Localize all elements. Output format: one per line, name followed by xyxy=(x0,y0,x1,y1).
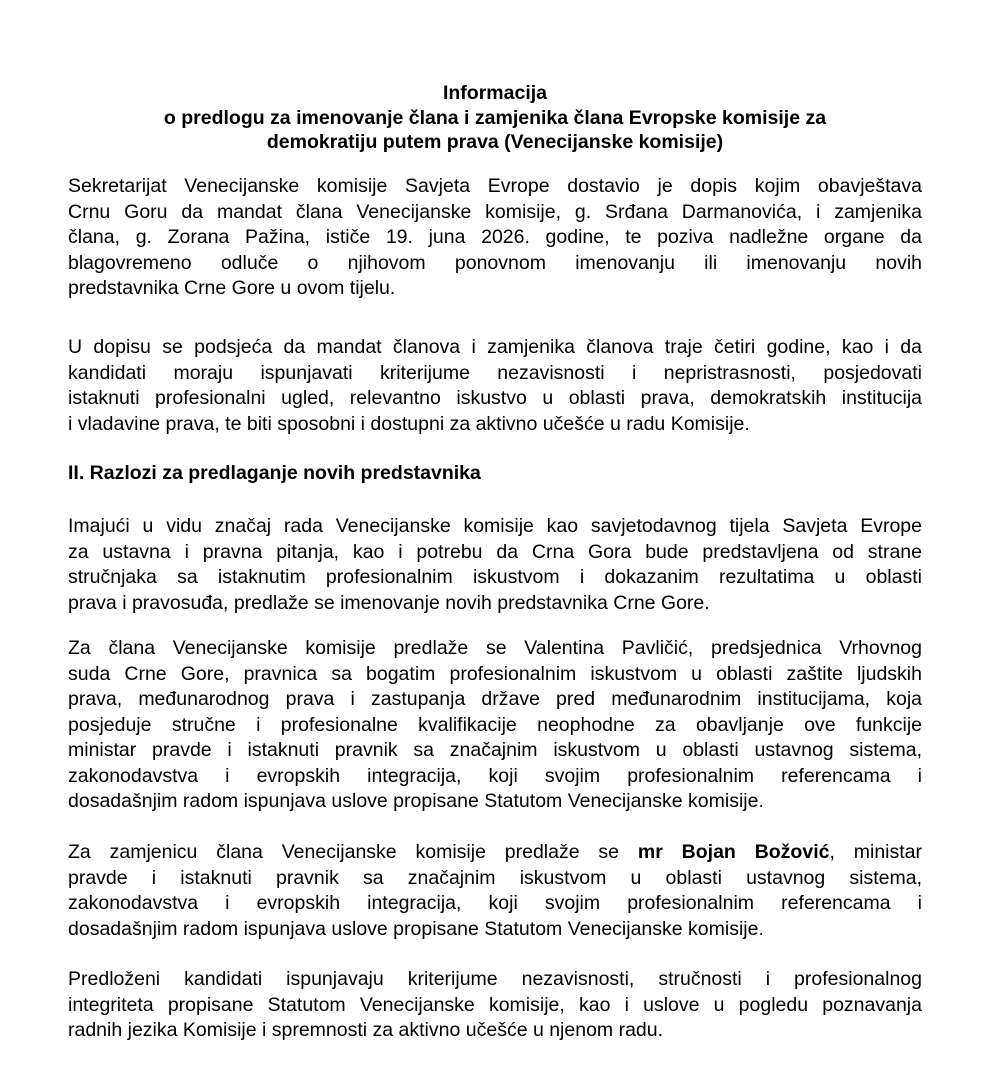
text-line: kandidati moraju ispunjavati kriterijume nezavisnosti i nepristrasnosti, posjedovati xyxy=(68,361,922,384)
text-line: prava i pravosuđa, predlaže se imenovanje novih predstavnika Crne Gore. xyxy=(68,591,710,614)
document-title xyxy=(68,81,922,155)
paragraph-candidate-qualifications xyxy=(68,967,922,1044)
text-line: Crnu Goru da mandat člana Venecijanske komisije, g. Srđana Darmanovića, i zamjenika xyxy=(68,200,922,223)
paragraph-member-proposal xyxy=(68,636,922,815)
paragraph-deputy-proposal xyxy=(68,840,922,942)
text-line: dosadašnjim radom ispunjava uslove propisane Statutom Venecijanske komisije. xyxy=(68,790,764,812)
text-line: dosadašnjim radom ispunjava uslove propisane Statutom Venecijanske komisije. xyxy=(68,917,764,940)
text-line: U dopisu se podsjeća da mandat članova i zamjenika članova traje četiri godine, kao i da xyxy=(68,336,922,358)
paragraph-secretariat-letter xyxy=(68,174,922,302)
text-line: Predloženi kandidati ispunjavaju kriterijume nezavisnosti, stručnosti i profesionalnog xyxy=(68,968,922,990)
deputy-name: mr Bojan Božović xyxy=(637,841,830,863)
text-line: za ustavna i pravna pitanja, kao i potrebu da Crna Gora bude predstavljena od strane xyxy=(68,540,922,563)
text-segment: Za zamjenicu člana Venecijanske komisije predlaže se xyxy=(68,841,638,863)
text-line: posjeduje stručne i profesionalne kvalifikacije neophodne za obavljanje ove funkcije xyxy=(68,713,922,736)
text-segment: , ministar xyxy=(829,841,922,863)
text-line: prava, međunarodnog prava i zastupanja države pred međunarodnim institucijama, koja xyxy=(68,688,922,710)
text-line: zakonodavstva i evropskih integracija, koji svojim profesionalnim referencama i xyxy=(68,892,922,914)
text-line: Sekretarijat Venecijanske komisije Savjeta Evrope dostavio je dopis kojim obavještava xyxy=(68,175,922,197)
text-line xyxy=(68,840,922,866)
text-line: i vladavine prava, te biti sposobni i dostupni za aktivno učešće u radu Komisije. xyxy=(68,412,750,435)
title-line-2: o predlogu za imenovanje člana i zamjenika člana Evropske komisije za xyxy=(163,106,827,129)
text-line: zakonodavstva i evropskih integracija, koji svojim profesionalnim referencama i xyxy=(68,764,922,787)
text-line: Za člana Venecijanske komisije predlaže se Valentina Pavličić, predsjednica Vrhovnog xyxy=(68,637,922,659)
text-line: suda Crne Gore, pravnica sa bogatim profesionalnim iskustvom u oblasti zaštite ljudskih xyxy=(68,662,922,685)
text-line: predstavnika Crne Gore u ovom tijelu. xyxy=(68,277,396,299)
text-line: blagovremeno odluče o njihovom ponovnom imenovanju ili imenovanju novih xyxy=(68,251,922,274)
text-line: člana, g. Zorana Pažina, ističe 19. juna 2026. godine, te poziva nadležne organe da xyxy=(68,226,922,248)
title-line-1: Informacija xyxy=(442,82,548,104)
text-line: stručnjaka sa istaknutim profesionalnim iskustvom i dokazanim rezultatima u oblasti xyxy=(68,566,922,588)
text-line: pravde i istaknuti pravnik sa značajnim iskustvom u oblasti ustavnog sistema, xyxy=(68,866,922,889)
text-line: ministar pravde i istaknuti pravnik sa značajnim iskustvom u oblasti ustavnog sistema, xyxy=(68,739,922,761)
title-line-3: demokratiju putem prava (Venecijanske komisije) xyxy=(266,131,724,153)
paragraph-reasons xyxy=(68,514,922,616)
section-heading: II. Razlozi za predlaganje novih predstavnika xyxy=(68,462,481,484)
paragraph-mandate-criteria xyxy=(68,335,922,437)
text-line: istaknuti profesionalni ugled, relevantno iskustvo u oblasti prava, demokratskih institucija xyxy=(68,387,922,409)
text-line: Imajući u vidu značaj rada Venecijanske komisije kao savjetodavnog tijela Savjeta Evrope xyxy=(68,515,922,537)
text-line: integriteta propisane Statutom Venecijanske komisije, kao i uslove u pogledu poznavanja xyxy=(68,993,922,1016)
text-line: radnih jezika Komisije i spremnosti za aktivno učešće u njenom radu. xyxy=(68,1019,664,1041)
